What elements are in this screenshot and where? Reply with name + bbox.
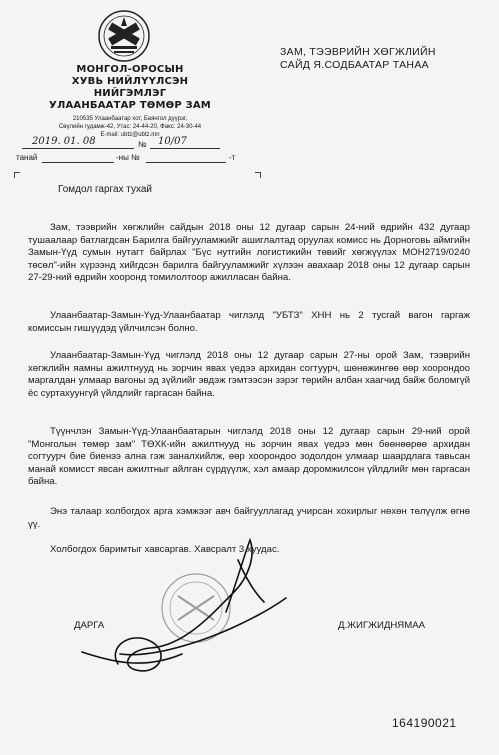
attachment-note: Холбогдох баримтыг хавсаргав. Хавсралт 3 хуудас. bbox=[50, 544, 280, 555]
addressee-line-2: САЙД Я.СОДБААТАР ТАНАА bbox=[280, 59, 429, 71]
org-address-2: Сөүлийн гудамж-42, Утас: 24-44-20, Факс: 24-30-44 bbox=[58, 124, 202, 130]
body-paragraph: Улаанбаатар-Замын-Үүд чиглэлд 2018 оны 12 дугаар сарын 27-ны орой Зам, тээврийн хөгжлийн яамны ажилтнууд нь зорчин явах үедээ архидан согтуурч, шөнөжингөө өөр хоорондоо маргалдан улмаар вагоны эд зүйлийг эвдэж гэмтээсэн зэрэг төрийн албан хаагчид байж боломгүй ёс суртахуунгүй үйлдлийг гаргасан байна. bbox=[28, 350, 470, 399]
body-paragraph: Улаанбаатар-Замын-Үүд-Улаанбаатар чиглэлд "УБТЗ" ХНН нь 2 тусгай вагон гаргаж комиссын гишүүдэд үйлчилсэн болно. bbox=[28, 310, 470, 334]
org-address-1: 210535 Улаанбаатар хот, Баянгол дүүрэг, bbox=[72, 116, 188, 122]
reference-label: танай bbox=[16, 153, 38, 162]
org-name-line-3: УЛААНБААТАР ТӨМӨР ЗАМ bbox=[49, 100, 211, 111]
reference-suffix: -т bbox=[229, 153, 236, 162]
official-stamp bbox=[162, 574, 230, 642]
registration-number: 10/07 bbox=[158, 136, 187, 147]
signatory-title: ДАРГА bbox=[74, 620, 105, 631]
addressee-line-1: ЗАМ, ТЭЭВРИЙН ХӨГЖЛИЙН bbox=[280, 46, 436, 58]
reference-number-label: -ны № bbox=[116, 153, 140, 162]
registration-date: 2019. 01. 08 bbox=[32, 136, 96, 147]
body-paragraph: Энэ талаар холбогдох арга хэмжээг авч байгууллагад учирсан хохирлыг нөхөн төлүүлж өгнө үү. bbox=[28, 506, 470, 530]
registration-number-label: № bbox=[138, 140, 147, 149]
org-email: E-mail: ubtz@ubtz.mn bbox=[100, 132, 160, 138]
org-name-line-2: ХУВЬ НИЙЛҮҮЛСЭН НИЙГЭМЛЭГ bbox=[71, 76, 189, 99]
document-number: 164190021 bbox=[392, 716, 457, 730]
handwritten-signature-icon bbox=[82, 540, 286, 671]
org-name-line-1: МОНГОЛ-ОРОСЫН bbox=[76, 64, 184, 75]
signatory-name: Д.ЖИГЖИДНЯМАА bbox=[338, 620, 426, 631]
letter-subject: Гомдол гаргах тухай bbox=[58, 184, 153, 195]
body-paragraph: Түүнчлэн Замын-Үүд-Улаанбаатарын чиглэлд 2018 оны 12 дугаар сарын 29-ний орой "Монголын төмөр зам" ТӨХК-ийн ажилтнууд нь зорчин явах үедээ мөн бөөнөөрөө архидан согтуурч бие биенээ ална гэж заналхийлж, өөр хоорондоо зодолдон улмаар шаардлага тавьсан манай комисст явсан ажилтныг айлган сүрдүүлж, хэл амаар доромжилсон үйлдлийг мөн гаргасан байна. bbox=[28, 426, 470, 488]
body-paragraph: Зам, тээврийн хөгжлийн сайдын 2018 оны 12 дугаар сарын 24-ний өдрийн 432 дугаар тушаалаар батлагдсан Барилга байгууламжийг ашиглалтад оруулах комисс нь Дорноговь аймгийн Замын-Үүд сумын нутагт байрлах "Бүс нутгийн логистикийн төвийг хөгжүүлэх МОН2719/0240 төсөл"-ийн хүрээнд хийгдсэн барилга байгууламжийг хүлээн авахаар 2018 оны 12 дугаар сарын 27-29-ний өдрийн хооронд томилолтоор ажилласан байна. bbox=[28, 222, 470, 284]
